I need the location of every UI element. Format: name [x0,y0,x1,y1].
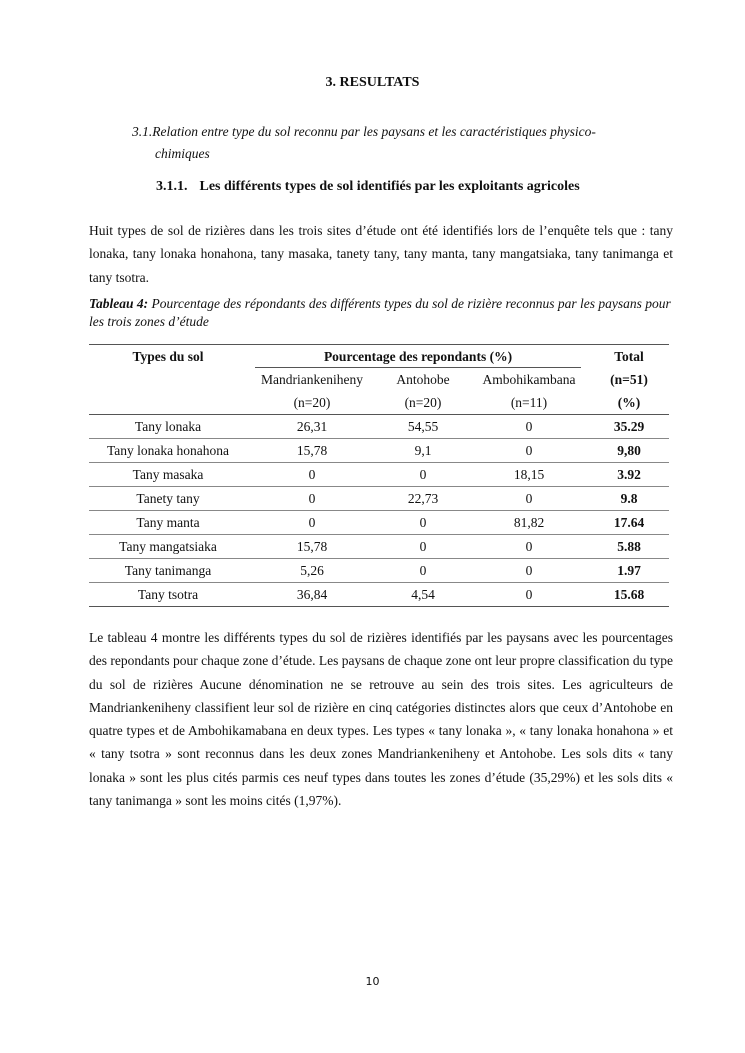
subsection-title-line1: Relation entre type du sol reconnu par les paysans et les caractéristiques physico- [152,124,596,139]
header-total: Total [589,345,669,369]
cell-zone-3: 81,82 [469,511,589,535]
cell-total: 3.92 [589,463,669,487]
header-types: Types du sol [89,345,247,369]
cell-zone-1: 15,78 [247,439,377,463]
cell-type: Tany manta [89,511,247,535]
table-row [89,511,669,535]
header-total-unit: (%) [589,391,669,415]
cell-zone-3: 0 [469,583,589,607]
cell-total: 15.68 [589,583,669,607]
cell-zone-1: 15,78 [247,535,377,559]
cell-type: Tany mangatsiaka [89,535,247,559]
cell-zone-1: 36,84 [247,583,377,607]
cell-zone-1: 5,26 [247,559,377,583]
header-zone-3-n: (n=11) [469,391,589,415]
table-row [89,415,669,439]
cell-zone-2: 0 [377,463,469,487]
header-zone-3: Ambohikambana [482,371,576,387]
table-row [89,559,669,583]
table-row [89,535,669,559]
header-zone-2-n: (n=20) [377,391,469,415]
cell-zone-2: 0 [377,535,469,559]
cell-total: 17.64 [589,511,669,535]
cell-type: Tany tanimanga [89,559,247,583]
subsubsection-title [156,179,580,195]
analysis-paragraph: Le tableau 4 montre les différents types du sol de rizières identifiés par les paysans avec les pourcentages des repondants pour chaque zone d’étude. Les paysans de chaque zone ont leur propre classification du type du sol de rizières Aucune dénomination ne se retrouve au sein des trois sites. Les agriculteurs de Mandriankeniheny classifient leur sol de rizière en cinq catégories distinctes alors que ceux d’Antohobe en quatre types et de Ambohikamabana en deux types. Les types « tany lonaka », « tany lonaka honahona » et « tany tsotra » sont reconnus dans les deux zones Mandriankeniheny et Antohobe. Les sols dits « tany lonaka » sont les plus cités parmis ces neuf types dans toutes les zones d’étude (35,29%) et les sols dits « tany tanimanga » sont les moins cités (1,97%). [89,630,673,809]
cell-zone-2: 22,73 [377,487,469,511]
table-row [89,583,669,607]
cell-zone-2: 0 [377,511,469,535]
cell-zone-3: 0 [469,559,589,583]
cell-type: Tany masaka [89,463,247,487]
cell-total: 1.97 [589,559,669,583]
cell-zone-3: 0 [469,439,589,463]
cell-total: 9,80 [589,439,669,463]
table-caption-text: Pourcentage des répondants des différents types du sol de rizière reconnus par les paysans pour les trois zones d’étude [89,296,671,329]
table-row [89,439,669,463]
table-row [89,463,669,487]
subsubsection-text: Les différents types de sol identifiés par les exploitants agricoles [199,179,580,194]
cell-zone-2: 4,54 [377,583,469,607]
cell-type: Tany lonaka [89,415,247,439]
header-total-n: (n=51) [610,371,648,387]
header-zone-1: Mandriankeniheny [261,371,363,387]
table-row [89,487,669,511]
section-title: 3. RESULTATS [325,75,420,90]
cell-zone-3: 0 [469,415,589,439]
cell-zone-1: 0 [247,463,377,487]
cell-zone-1: 0 [247,487,377,511]
page-number: 10 [365,975,380,988]
cell-zone-2: 9,1 [377,439,469,463]
cell-type: Tany lonaka honahona [89,439,247,463]
header-percentage: Pourcentage des repondants (%) [247,345,589,369]
table-caption [89,295,673,330]
cell-zone-2: 54,55 [377,415,469,439]
cell-type: Tanety tany [89,487,247,511]
cell-total: 5.88 [589,535,669,559]
table-caption-label: Tableau 4: [89,296,149,311]
subsection-number: 3.1. [132,124,153,139]
subsection-title-line2: chimiques [155,146,210,161]
cell-type: Tany tsotra [89,583,247,607]
cell-zone-3: 0 [469,487,589,511]
subsubsection-number: 3.1.1. [156,179,188,194]
cell-zone-1: 26,31 [247,415,377,439]
soil-types-table [89,344,669,607]
cell-zone-1: 0 [247,511,377,535]
cell-total: 35.29 [589,415,669,439]
header-zone-2: Antohobe [396,371,450,387]
header-zone-1-n: (n=20) [247,391,377,415]
cell-zone-3: 0 [469,535,589,559]
cell-zone-3: 18,15 [469,463,589,487]
subsection-title [132,121,672,165]
cell-zone-2: 0 [377,559,469,583]
intro-paragraph: Huit types de sol de rizières dans les trois sites d’étude ont été identifiés lors de l’enquête tels que : tany lonaka, tany lonaka honahona, tany masaka, tanety tany, tany manta, tany mangatsiaka, tany tanimanga et tany tsotra. [89,223,673,285]
cell-total: 9.8 [589,487,669,511]
